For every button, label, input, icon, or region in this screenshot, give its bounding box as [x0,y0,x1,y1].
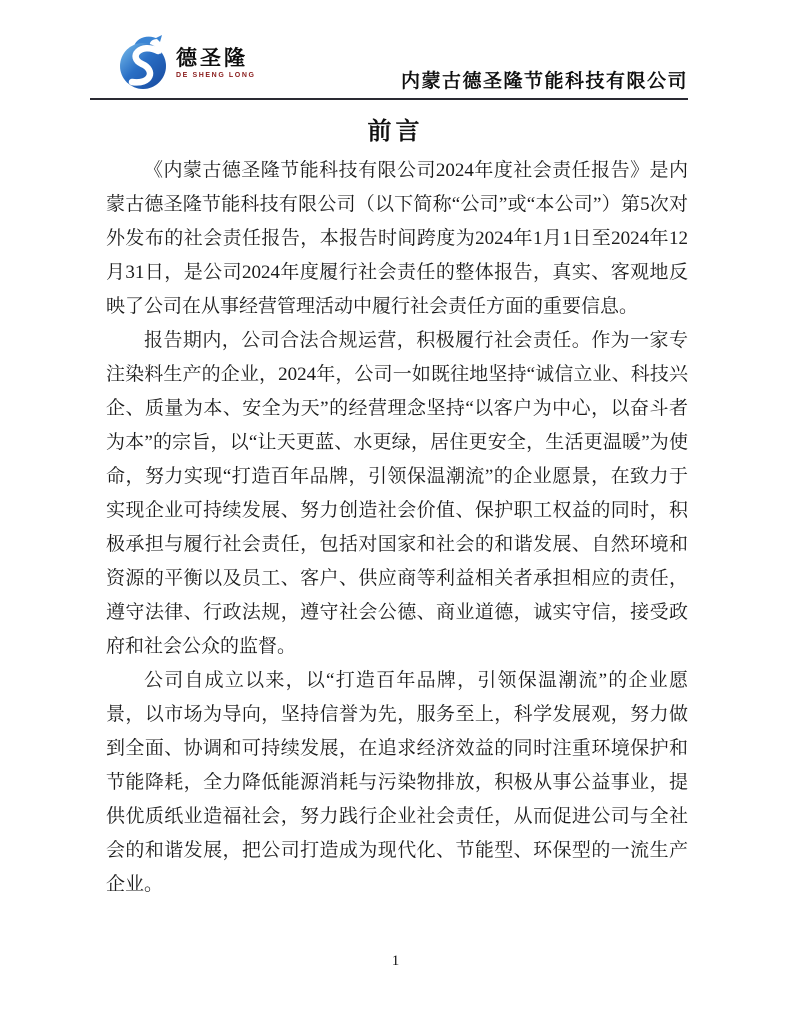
logo-text [176,48,256,79]
page-footer [0,953,791,970]
paragraph: 公司自成立以来，以“打造百年品牌，引领保温潮流”的企业愿景，以市场为导向，坚持信誉为先，服务至上，科学发展观，努力做到全面、协调和可持续发展，在追求经济效益的同时注重环境保护和节能降耗，全力降低能源消耗与污染物排放，积极从事公益事业，提供优质纸业造福社会，努力践行企业社会责任，从而促进公司与全社会的和谐发展，把公司打造成为现代化、节能型、环保型的一流生产企业。 [106,670,688,895]
logo-english-name: DE SHENG LONG [176,72,256,80]
company-logo [116,34,256,92]
page-number: 1 [391,953,400,969]
paragraph: 《内蒙古德圣隆节能科技有限公司2024年度社会责任报告》是内蒙古德圣隆节能科技有限公司（以下简称“公司”或“本公司”）第5次对外发布的社会责任报告，本报告时间跨度为2024年1月1日至2024年12月31日，是公司2024年度履行社会责任的整体报告，真实、客观地反映了公司在从事经营管理活动中履行社会责任方面的重要信息。 [106,160,688,317]
page-header [90,0,688,100]
dragon-s-logo-icon [116,34,172,92]
document-title: 前言 [367,119,424,145]
document-body [106,154,688,902]
logo-chinese-name: 德圣隆 [176,47,248,70]
paragraph: 报告期内，公司合法合规运营，积极履行社会责任。作为一家专注染料生产的企业，2024年，公司一如既往地坚持“诚信立业、科技兴企、质量为本、安全为天”的经营理念坚持“以客户为中心，以奋斗者为本”的宗旨，以“让天更蓝、水更绿，居住更安全，生活更温暖”为使命，努力实现“打造百年品牌，引领保温潮流”的企业愿景，在致力于实现企业可持续发展、努力创造社会价值、保护职工权益的同时，积极承担与履行社会责任，包括对国家和社会的和谐发展、自然环境和资源的平衡以及员工、客户、供应商等利益相关者承担相应的责任，遵守法律、行政法规，遵守社会公德、商业道德，诚实守信，接受政府和社会公众的监督。 [106,330,688,657]
header-company-name: 内蒙古德圣隆节能科技有限公司 [400,71,688,92]
